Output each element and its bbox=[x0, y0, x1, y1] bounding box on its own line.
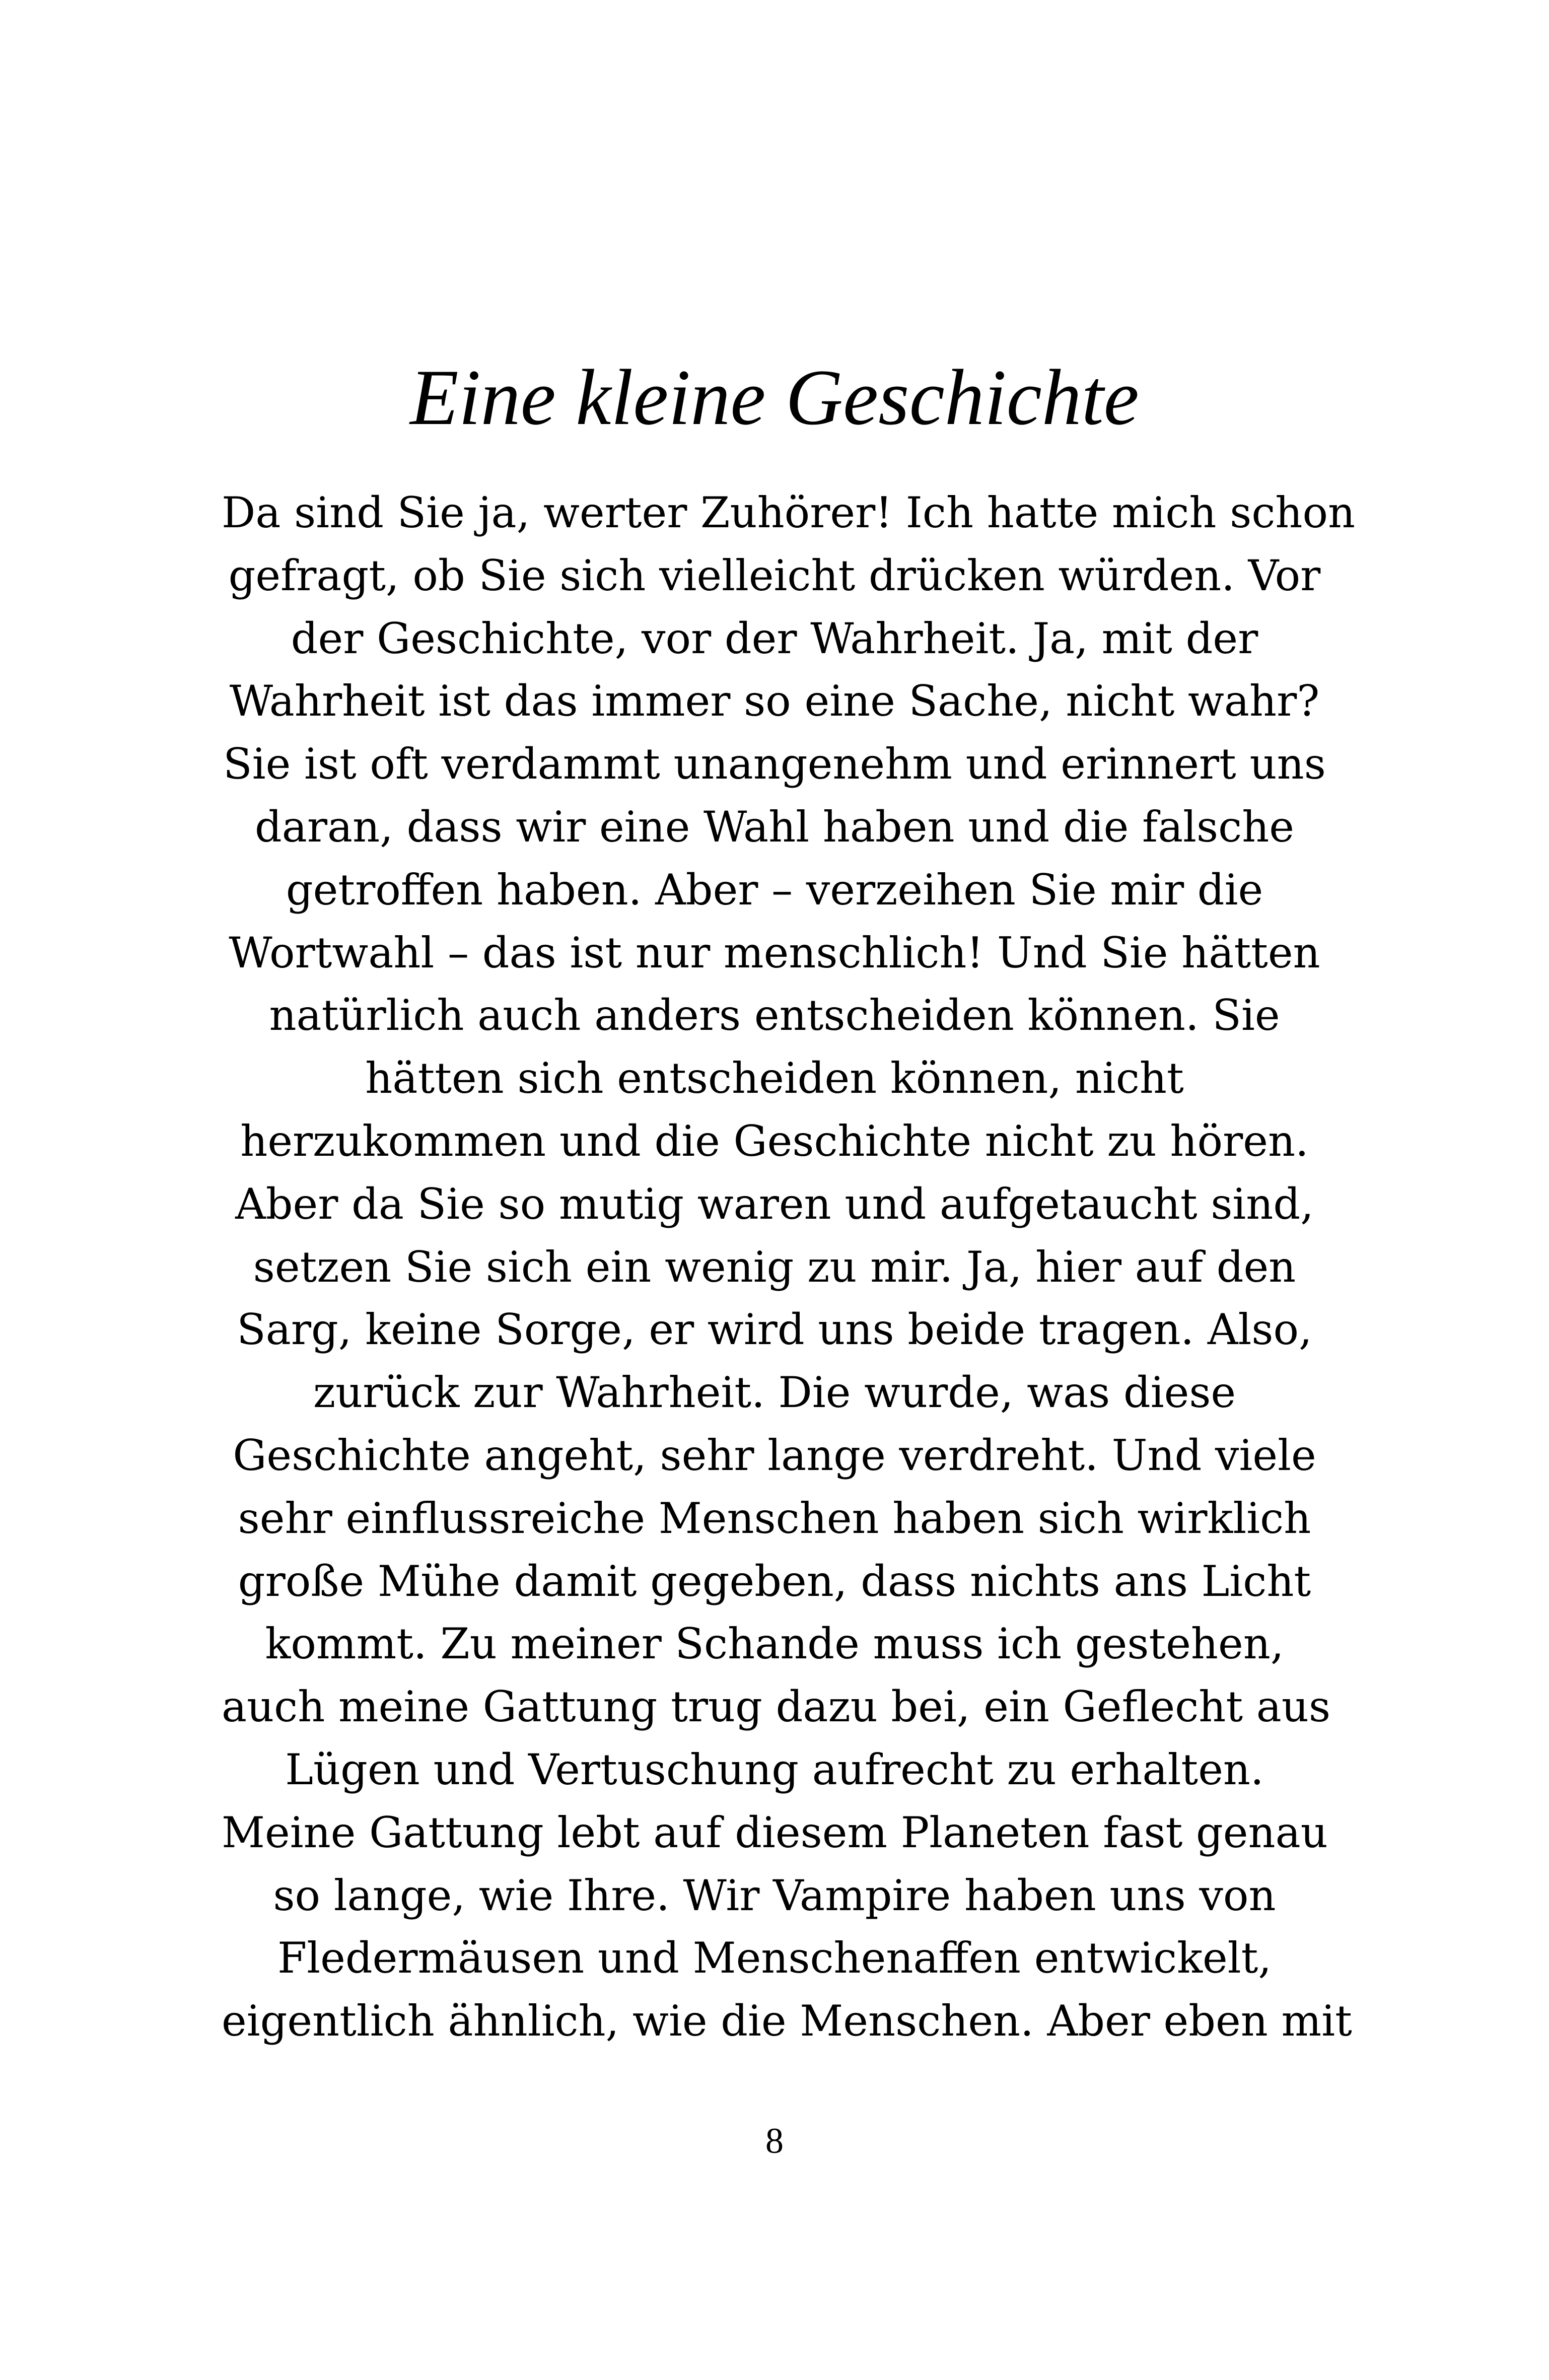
text-line: große Mühe damit gegeben, dass nichts ans Licht bbox=[238, 1556, 1311, 1606]
text-line: hätten sich entscheiden können, nicht bbox=[365, 1054, 1184, 1103]
text-line: Fledermäusen und Menschenaffen entwickelt, bbox=[277, 1933, 1272, 1983]
page-number: 8 bbox=[765, 2121, 784, 2161]
text-line: Meine Gattung lebt auf diesem Planeten fast genau bbox=[222, 1807, 1328, 1857]
text-line: auch meine Gattung trug dazu bei, ein Geflecht aus bbox=[222, 1682, 1331, 1732]
body-text bbox=[222, 481, 1356, 2053]
text-line: kommt. Zu meiner Schande muss ich gestehen, bbox=[265, 1619, 1284, 1669]
text-line: getroffen haben. Aber – verzeihen Sie mir die bbox=[286, 865, 1263, 915]
text-line: zurück zur Wahrheit. Die wurde, was diese bbox=[313, 1368, 1236, 1418]
chapter-title: Eine kleine Geschichte bbox=[410, 354, 1139, 442]
text-line: gefragt, ob Sie sich vielleicht drücken würden. Vor bbox=[228, 550, 1321, 600]
text-line: herzukommen und die Geschichte nicht zu hören. bbox=[240, 1116, 1309, 1166]
text-line: Da sind Sie ja, werter Zuhörer! Ich hatte mich schon bbox=[222, 488, 1356, 537]
text-line: daran, dass wir eine Wahl haben und die falsche bbox=[254, 802, 1295, 852]
text-line: eigentlich ähnlich, wie die Menschen. Aber eben mit bbox=[222, 1996, 1352, 2046]
text-line: Sarg, keine Sorge, er wird uns beide tragen. Also, bbox=[237, 1305, 1312, 1355]
text-line: der Geschichte, vor der Wahrheit. Ja, mit der bbox=[291, 613, 1258, 663]
text-line: Geschichte angeht, sehr lange verdreht. Und viele bbox=[233, 1430, 1316, 1480]
text-line: setzen Sie sich ein wenig zu mir. Ja, hier auf den bbox=[253, 1242, 1296, 1292]
text-line: Wahrheit ist das immer so eine Sache, nicht wahr? bbox=[229, 676, 1320, 726]
text-line: sehr einflussreiche Menschen haben sich wirklich bbox=[238, 1493, 1311, 1543]
text-line: natürlich auch anders entscheiden können. Sie bbox=[269, 991, 1280, 1040]
text-line: Wortwahl – das ist nur menschlich! Und Sie hätten bbox=[229, 928, 1320, 977]
text-line: Sie ist oft verdammt unangenehm und erinnert uns bbox=[223, 739, 1326, 789]
text-line: so lange, wie Ihre. Wir Vampire haben uns von bbox=[273, 1870, 1276, 1920]
text-line: Lügen und Vertuschung aufrecht zu erhalten. bbox=[285, 1744, 1264, 1794]
text-line: Aber da Sie so mutig waren und aufgetaucht sind, bbox=[235, 1179, 1314, 1229]
